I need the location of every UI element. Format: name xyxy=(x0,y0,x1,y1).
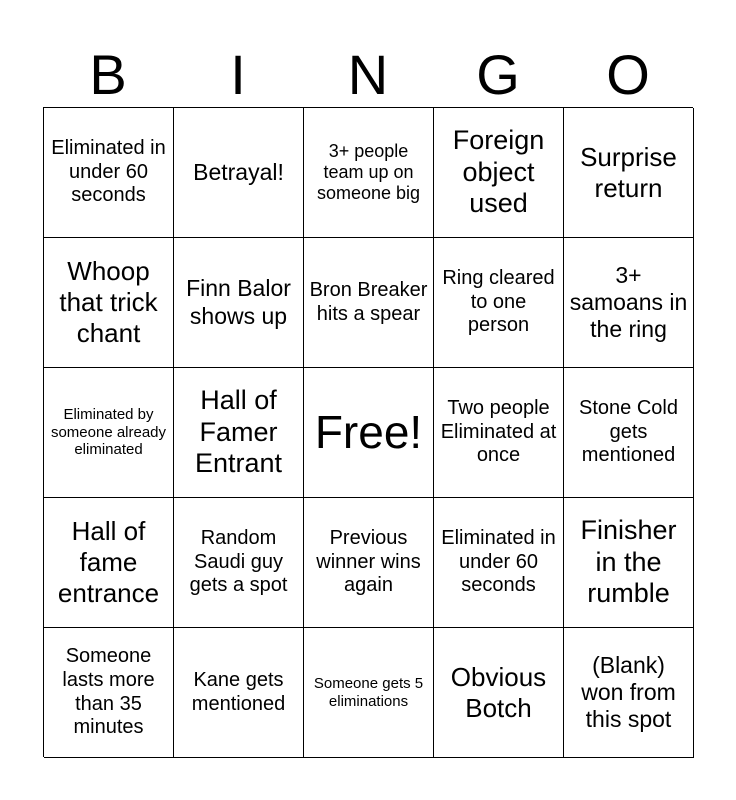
bingo-cell-text: Finisher in the rumble xyxy=(580,514,677,609)
bingo-cell-text: Stone Cold gets mentioned xyxy=(579,397,678,467)
bingo-card-grid xyxy=(43,107,693,757)
bingo-header xyxy=(43,44,693,106)
bingo-cell-text: Whoop that trick chant xyxy=(59,256,158,348)
bingo-cell-4[interactable] xyxy=(434,108,564,238)
free-space-text: Free! xyxy=(314,406,423,459)
bingo-cell-text: Someone lasts more than 35 minutes xyxy=(62,645,155,739)
bingo-cell-text: Someone gets 5 eliminations xyxy=(313,674,424,710)
bingo-cell-7[interactable] xyxy=(174,238,304,368)
bingo-cell-14[interactable] xyxy=(434,368,564,498)
bingo-cell-2[interactable] xyxy=(174,108,304,238)
bingo-cell-text: 3+ people team up on someone big xyxy=(316,140,421,204)
bingo-cell-1[interactable] xyxy=(44,108,174,238)
bingo-cell-free[interactable] xyxy=(304,368,434,498)
bingo-cell-6[interactable] xyxy=(44,238,174,368)
bingo-cell-text: Betrayal! xyxy=(193,158,284,185)
bingo-cell-text: Two people Eliminated at once xyxy=(440,397,557,467)
bingo-cell-25[interactable] xyxy=(564,628,694,758)
bingo-cell-15[interactable] xyxy=(564,368,694,498)
header-letter-b: B xyxy=(89,43,127,106)
bingo-cell-text: Eliminated by someone already eliminated xyxy=(50,405,167,459)
bingo-cell-text: (Blank) won from this spot xyxy=(581,651,676,733)
bingo-cell-10[interactable] xyxy=(564,238,694,368)
bingo-cell-text: Hall of fame entrance xyxy=(57,516,160,608)
bingo-cell-11[interactable] xyxy=(44,368,174,498)
bingo-cell-24[interactable] xyxy=(434,628,564,758)
bingo-cell-text: Kane gets mentioned xyxy=(191,668,286,715)
bingo-cell-text: Eliminated in under 60 seconds xyxy=(51,137,166,207)
bingo-cell-text: Foreign object used xyxy=(452,124,545,219)
bingo-cell-3[interactable] xyxy=(304,108,434,238)
bingo-cell-text: Previous winner wins again xyxy=(316,527,421,597)
bingo-cell-21[interactable] xyxy=(44,628,174,758)
bingo-cell-12[interactable] xyxy=(174,368,304,498)
bingo-cell-text: 3+ samoans in the ring xyxy=(569,261,688,343)
bingo-cell-text: Surprise return xyxy=(580,141,677,203)
bingo-cell-text: Hall of Famer Entrant xyxy=(194,384,283,479)
header-letter-g: G xyxy=(476,43,520,106)
bingo-cell-5[interactable] xyxy=(564,108,694,238)
bingo-cell-text: Eliminated in under 60 seconds xyxy=(441,527,556,597)
bingo-cell-22[interactable] xyxy=(174,628,304,758)
bingo-cell-17[interactable] xyxy=(174,498,304,628)
bingo-cell-text: Obvious Botch xyxy=(450,661,547,723)
header-letter-n: N xyxy=(347,43,389,106)
bingo-cell-16[interactable] xyxy=(44,498,174,628)
bingo-cell-text: Bron Breaker hits a spear xyxy=(309,278,428,325)
bingo-cell-8[interactable] xyxy=(304,238,434,368)
bingo-cell-text: Ring cleared to one person xyxy=(442,267,555,337)
bingo-cell-23[interactable] xyxy=(304,628,434,758)
bingo-cell-text: Finn Balor shows up xyxy=(186,275,291,329)
bingo-cell-9[interactable] xyxy=(434,238,564,368)
bingo-cell-text: Random Saudi guy gets a spot xyxy=(189,527,288,597)
bingo-cell-19[interactable] xyxy=(434,498,564,628)
bingo-cell-18[interactable] xyxy=(304,498,434,628)
header-letter-i: I xyxy=(230,43,246,106)
header-letter-o: O xyxy=(606,43,650,106)
bingo-cell-20[interactable] xyxy=(564,498,694,628)
